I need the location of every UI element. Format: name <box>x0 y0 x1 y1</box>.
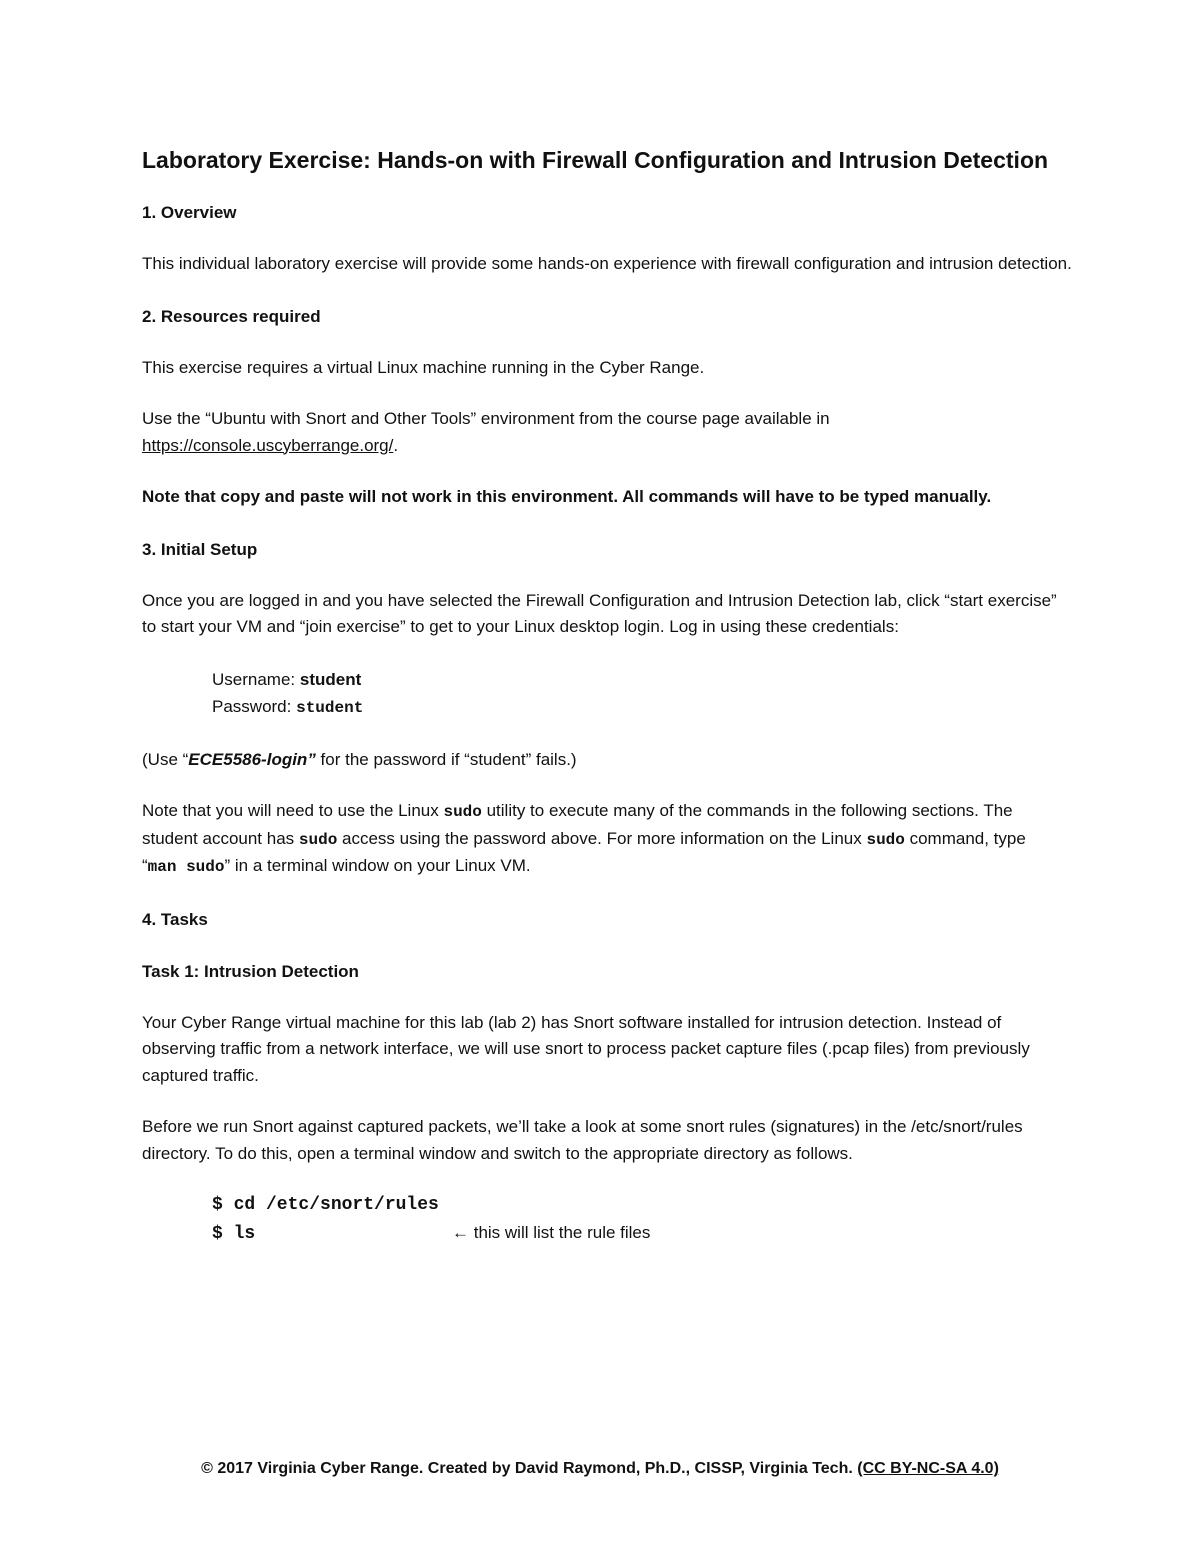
username-label: Username: <box>212 669 300 689</box>
man-sudo-command: man sudo <box>147 858 225 876</box>
sudo-text-5: ” in a terminal window on your Linux VM. <box>224 856 531 875</box>
alt-password-note <box>142 747 1072 774</box>
overview-text: This individual laboratory exercise will provide some hands-on experience with firewall configuration and intrusion detection. <box>142 254 1072 273</box>
environment-text: Use the “Ubuntu with Snort and Other Tools” environment from the course page available in <box>142 409 830 428</box>
environment-period: . <box>393 435 399 455</box>
task1-rules-paragraph: Before we run Snort against captured packets, we’ll take a look at some snort rules (signatures) in the /etc/snort/rules directory. To do this, open a terminal window and switch to the appropriate directory as follows. <box>142 1117 1023 1163</box>
alt-after: for the password if “student” fails.) <box>315 749 577 769</box>
command-line <box>212 1219 1072 1248</box>
overview-heading: 1. Overview <box>142 203 237 222</box>
resources-heading: 2. Resources required <box>142 306 321 326</box>
username-line <box>212 666 1072 693</box>
sudo-text-4: command, type “ <box>142 828 1026 875</box>
username-value: student <box>299 669 362 689</box>
document-body <box>142 143 1072 1248</box>
setup-heading: 3. Initial Setup <box>142 539 258 559</box>
password-label: Password: <box>212 696 297 716</box>
sudo-text-3: access using the password above. For more information on the Linux <box>337 828 867 848</box>
page-title: Laboratory Exercise: Hands-on with Firewall Configuration and Intrusion Detection <box>142 147 1049 173</box>
password-line <box>212 693 1072 722</box>
alt-password: ECE5586-login” <box>188 749 316 769</box>
resources-text: This exercise requires a virtual Linux machine running in the Cyber Range. <box>142 357 705 377</box>
password-value: student <box>296 698 364 717</box>
sudo-word-1: sudo <box>443 803 482 821</box>
task1-intro: Your Cyber Range virtual machine for this lab (lab 2) has Snort software installed for intrusion detection. Instead of observing traffic from a network interface, we will use snort to process packet capture files (.pcap files) from previously captured traffic. <box>142 1012 1030 1085</box>
console-link[interactable]: https://console.uscyberrange.org/ <box>142 435 394 455</box>
sudo-paragraph <box>142 798 1072 881</box>
setup-text: Once you are logged in and you have selected the Firewall Configuration and Intrusion Detection lab, click “start exercise” to start your VM and “join exercise” to get to your Linux desktop login. Log in using these credentials: <box>142 590 1057 636</box>
command-text: $ ls <box>212 1224 256 1244</box>
command-block <box>142 1192 1072 1248</box>
environment-paragraph <box>142 406 1072 459</box>
task1-heading: Task 1: Intrusion Detection <box>142 961 359 981</box>
page-footer <box>0 1460 1200 1478</box>
copy-paste-note: Note that copy and paste will not work in this environment. All commands will have to be typed manually. <box>142 487 992 506</box>
sudo-text-2: utility to execute many of the commands in the following sections. The student account has <box>142 801 1013 848</box>
command-note: ← this will list the rule files <box>452 1223 651 1242</box>
sudo-word-2: sudo <box>298 830 338 849</box>
tasks-heading: 4. Tasks <box>142 909 208 929</box>
sudo-word-3: sudo <box>866 830 905 849</box>
command-text: $ cd /etc/snort/rules <box>212 1195 439 1215</box>
sudo-text-1: Note that you will need to use the Linux <box>142 801 444 820</box>
credentials-block <box>142 666 1072 722</box>
alt-before: (Use “ <box>142 749 189 769</box>
footer-text: © 2017 Virginia Cyber Range. Created by David Raymond, Ph.D., CISSP, Virginia Tech. <box>201 1460 858 1477</box>
license-link[interactable]: (CC BY-NC-SA 4.0) <box>857 1460 999 1477</box>
command-line <box>212 1192 1072 1219</box>
